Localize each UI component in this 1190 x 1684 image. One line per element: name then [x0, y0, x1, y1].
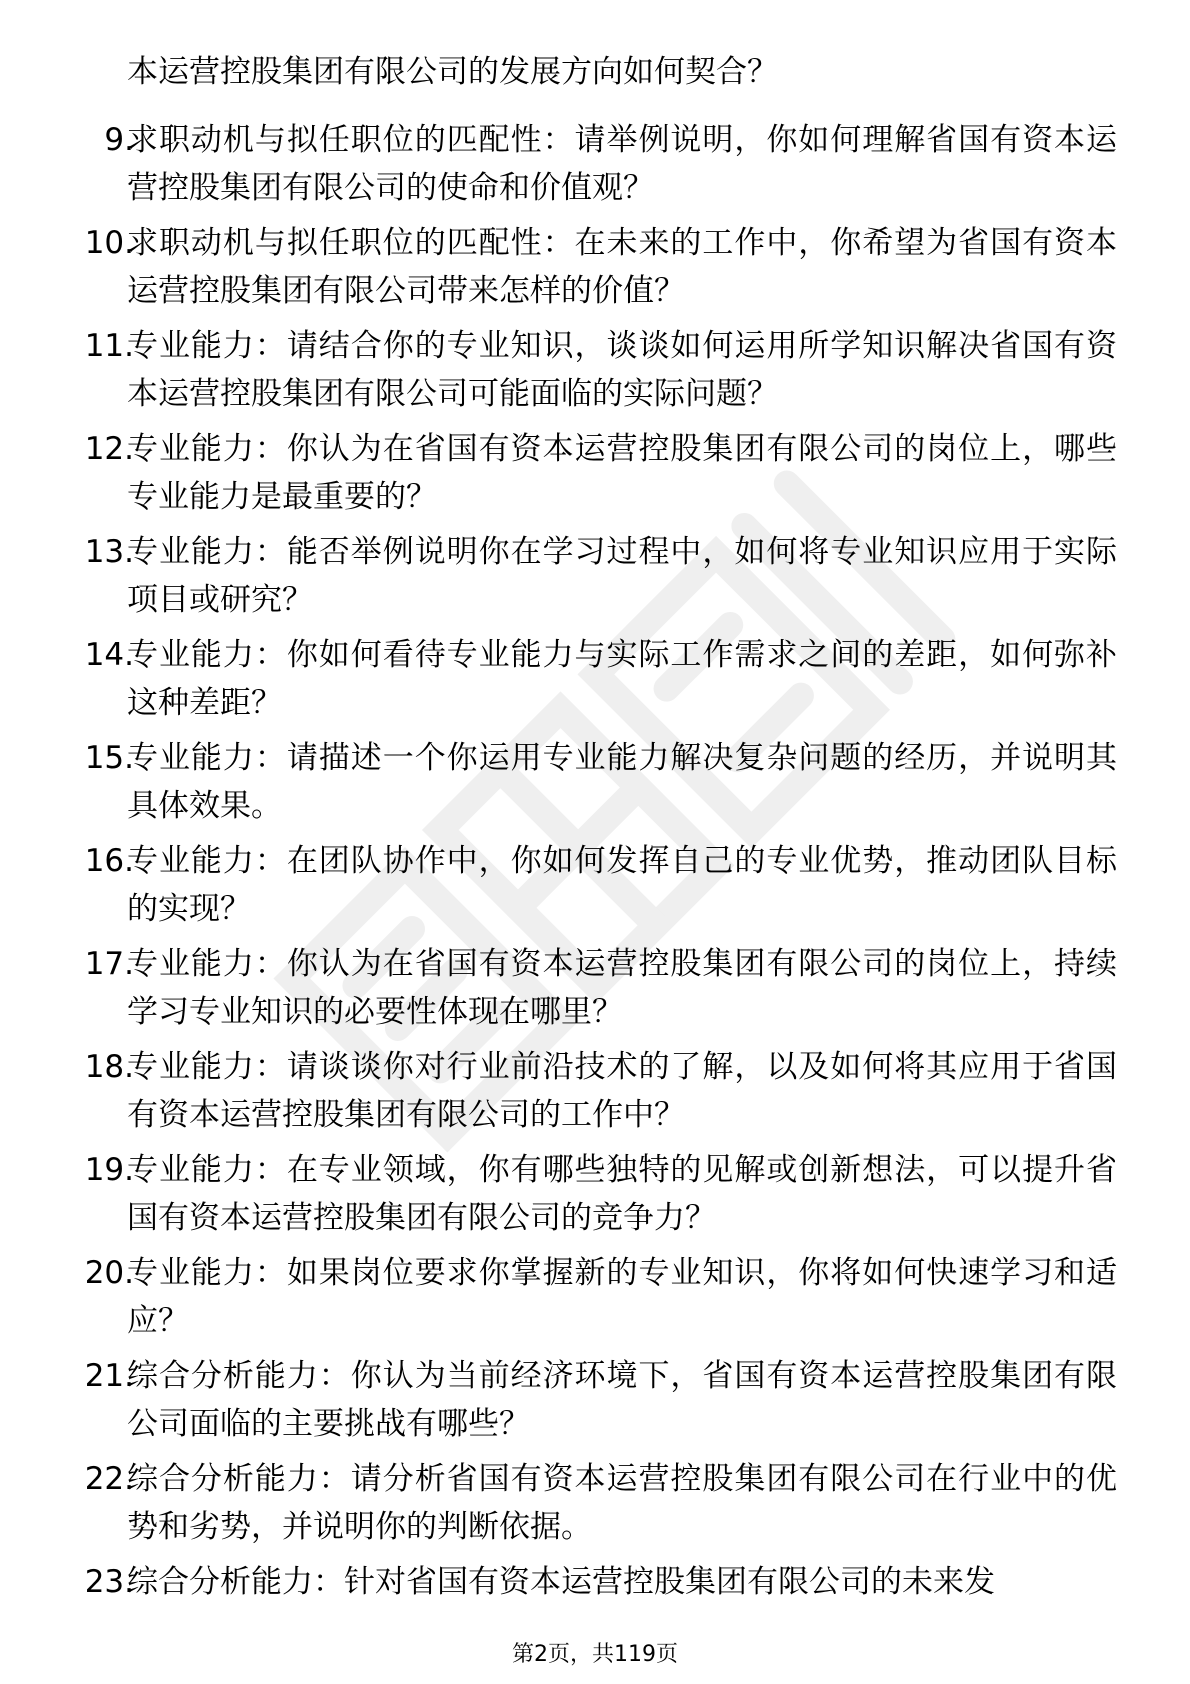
question-number: 19. [84, 1152, 134, 1188]
question-item [0, 528, 1190, 631]
question-item [0, 940, 1190, 1043]
question-number: 17. [84, 946, 134, 982]
question-item [0, 631, 1190, 734]
question-item [0, 837, 1190, 940]
question-number: 15. [84, 740, 134, 776]
question-item [0, 219, 1190, 322]
question-text: 专业能力：如果岗位要求你掌握新的专业知识，你将如何快速学习和适应？ [127, 1255, 1117, 1339]
continuation-line: 本运营控股集团有限公司的发展方向如何契合？ [127, 54, 778, 90]
question-item [0, 734, 1190, 837]
question-text: 专业能力：能否举例说明你在学习过程中，如何将专业知识应用于实际项目或研究？ [127, 534, 1117, 618]
question-item [0, 425, 1190, 528]
question-item [0, 1043, 1190, 1146]
question-number: 23. [84, 1564, 134, 1600]
question-number: 11. [84, 328, 134, 364]
question-text: 专业能力：请描述一个你运用专业能力解决复杂问题的经历，并说明其具体效果。 [127, 740, 1117, 824]
question-number: 20. [84, 1255, 134, 1291]
question-text: 专业能力：在专业领域，你有哪些独特的见解或创新想法，可以提升省国有资本运营控股集团有限公司的竞争力？ [127, 1152, 1117, 1236]
question-text: 专业能力：在团队协作中，你如何发挥自己的专业优势，推动团队目标的实现？ [127, 843, 1117, 927]
question-number: 16. [84, 843, 134, 879]
page-footer: 第2页，共119页 [512, 1642, 678, 1667]
question-text: 专业能力：请谈谈你对行业前沿技术的了解，以及如何将其应用于省国有资本运营控股集团有限公司的工作中？ [127, 1049, 1117, 1133]
question-text: 求职动机与拟任职位的匹配性：在未来的工作中，你希望为省国有资本运营控股集团有限公司带来怎样的价值？ [127, 225, 1117, 309]
question-text: 专业能力：你如何看待专业能力与实际工作需求之间的差距，如何弥补这种差距？ [127, 637, 1117, 721]
question-number: 13. [84, 534, 134, 570]
question-item [0, 322, 1190, 425]
question-text: 综合分析能力：请分析省国有资本运营控股集团有限公司在行业中的优势和劣势，并说明你的判断依据。 [127, 1461, 1117, 1545]
question-text: 专业能力：你认为在省国有资本运营控股集团有限公司的岗位上，哪些专业能力是最重要的？ [127, 431, 1117, 515]
question-number: 12. [84, 431, 134, 467]
question-number: 18. [84, 1049, 134, 1085]
question-item [0, 1352, 1190, 1455]
question-number: 9. [104, 122, 134, 158]
question-item [0, 116, 1190, 219]
question-item [0, 1249, 1190, 1352]
question-text: 综合分析能力：你认为当前经济环境下，省国有资本运营控股集团有限公司面临的主要挑战有哪些？ [127, 1358, 1117, 1442]
question-text: 综合分析能力：针对省国有资本运营控股集团有限公司的未来发 [127, 1564, 995, 1600]
question-number: 14. [84, 637, 134, 673]
question-text: 专业能力：请结合你的专业知识，谈谈如何运用所学知识解决省国有资本运营控股集团有限公司可能面临的实际问题？ [127, 328, 1117, 412]
question-item [0, 1146, 1190, 1249]
question-number: 10. [84, 225, 134, 261]
question-number: 21. [84, 1358, 134, 1394]
question-text: 专业能力：你认为在省国有资本运营控股集团有限公司的岗位上，持续学习专业知识的必要性体现在哪里？ [127, 946, 1117, 1030]
question-item [0, 1455, 1190, 1558]
question-list [0, 116, 1190, 1661]
question-number: 22. [84, 1461, 134, 1497]
question-text: 求职动机与拟任职位的匹配性：请举例说明，你如何理解省国有资本运营控股集团有限公司的使命和价值观？ [127, 122, 1117, 206]
